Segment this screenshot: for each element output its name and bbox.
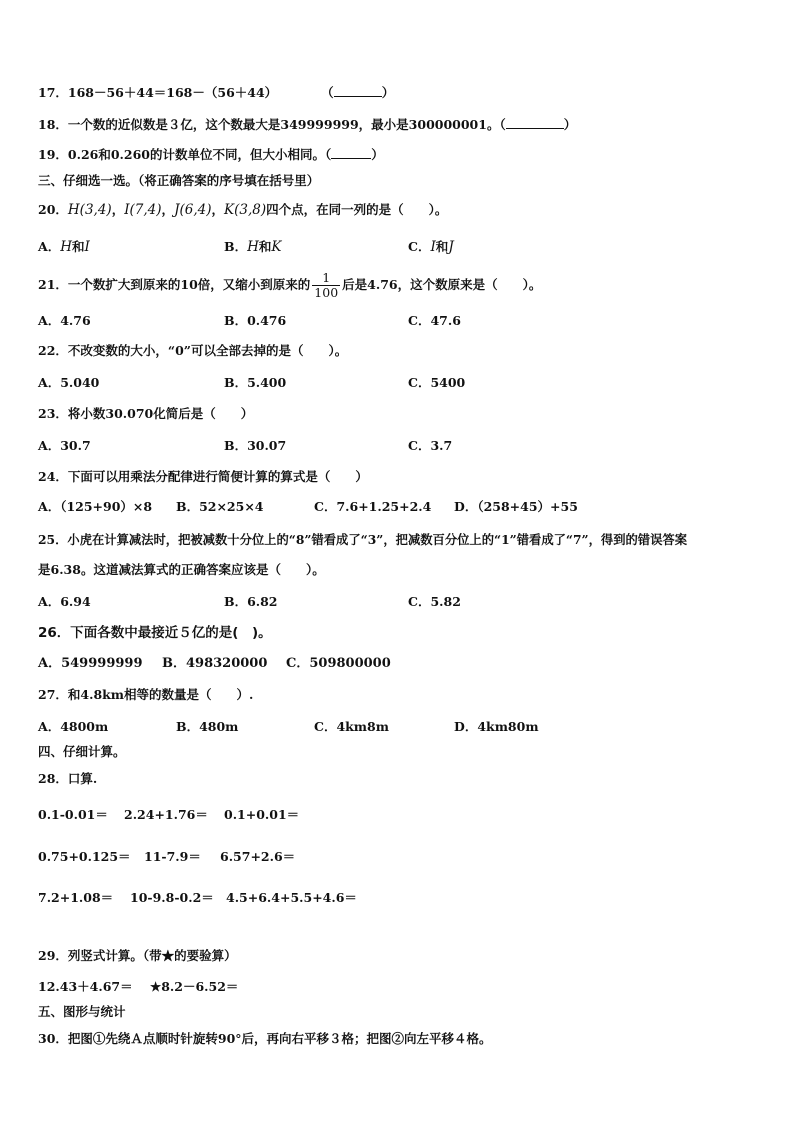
mental-calc-7: 7.2+1.08＝: [38, 890, 114, 905]
vertical-calc-1: 12.43＋4.67＝: [38, 979, 133, 994]
option-26-a[interactable]: A．549999999: [38, 656, 143, 671]
option-24-c[interactable]: C．7.6+1.25+2.4: [314, 499, 432, 514]
option-24-d[interactable]: D．（258+45）+55: [454, 499, 578, 514]
section-3-heading: 三、仔细选一选。（将正确答案的序号填在括号里）: [38, 173, 320, 188]
mental-calc-9: 4.5+6.4+5.5+4.6＝: [226, 890, 357, 905]
question-22: 22．不改变数的大小，“0”可以全部去掉的是（ ）。: [38, 343, 348, 358]
question-18: 18．一个数的近似数是３亿，这个数最大是349999999，最小是300000001。（ ）: [38, 117, 577, 132]
option-25-b[interactable]: B．6.82: [224, 594, 278, 609]
option-21-c[interactable]: C．47.6: [408, 313, 461, 328]
option-23-b[interactable]: B．30.07: [224, 438, 287, 453]
option-26-b[interactable]: B．498320000: [162, 656, 268, 671]
mental-calc-4: 0.75+0.125＝: [38, 849, 131, 864]
option-25-c[interactable]: C．5.82: [408, 594, 461, 609]
option-27-b[interactable]: B．480m: [176, 719, 239, 734]
option-22-c[interactable]: C．5400: [408, 375, 466, 390]
mental-calc-2: 2.24+1.76＝: [124, 807, 208, 822]
point-j: J(6,4): [174, 202, 212, 218]
question-23: 23．将小数30.070化简后是（ ）: [38, 406, 254, 421]
question-25-line-1: 25．小虎在计算减法时，把被减数十分位上的“8”错看成了“3”，把减数百分位上的“1”错看成了“7”，得到的错误答案: [38, 532, 687, 547]
question-18-text: 18．一个数的近似数是３亿，这个数最大是349999999，最小是300000001。（: [38, 117, 506, 132]
answer-blank-18[interactable]: [506, 116, 564, 129]
option-22-b[interactable]: B．5.400: [224, 375, 287, 390]
option-23-c[interactable]: C．3.7: [408, 438, 453, 453]
option-20-a[interactable]: A．H和I: [38, 239, 90, 255]
mental-calc-8: 10-9.8-0.2＝: [130, 890, 214, 905]
point-h: H(3,4): [67, 202, 112, 218]
option-27-c[interactable]: C．4km8m: [314, 719, 389, 734]
mental-calc-6: 6.57+2.6＝: [220, 849, 296, 864]
answer-blank-19[interactable]: [331, 146, 371, 159]
option-21-b[interactable]: B．0.476: [224, 313, 287, 328]
mental-calc-5: 11-7.9＝: [144, 849, 201, 864]
answer-blank-17[interactable]: [334, 84, 382, 97]
point-i: I(7,4): [124, 202, 162, 218]
section-4-heading: 四、仔细计算。: [38, 744, 126, 759]
option-24-a[interactable]: A．（125+90）×8: [38, 499, 153, 514]
vertical-calc-2: ★8.2－6.52＝: [150, 979, 239, 994]
question-20: 20．H(3,4)，I(7,4)，J(6,4)，K(3,8)四个点，在同一列的是（ ）。: [38, 202, 448, 218]
option-24-b[interactable]: B．52×25×4: [176, 499, 264, 514]
mental-calc-3: 0.1+0.01＝: [224, 807, 300, 822]
question-27: 27．和4.8km相等的数量是（ ）.: [38, 687, 254, 702]
option-27-a[interactable]: A．4800m: [38, 719, 109, 734]
section-5-heading: 五、图形与统计: [38, 1004, 126, 1019]
question-26: 26．下面各数中最接近５亿的是( )。: [38, 625, 272, 641]
question-17: 17．168－56＋44＝168－（56＋44） （ ）: [38, 85, 395, 100]
option-25-a[interactable]: A．6.94: [38, 594, 91, 609]
option-20-b[interactable]: B．H和K: [224, 239, 282, 255]
option-21-a[interactable]: A．4.76: [38, 313, 91, 328]
question-25-line-2: 是6.38。这道减法算式的正确答案应该是（ ）。: [38, 562, 325, 577]
question-28-title: 28．口算.: [38, 771, 98, 786]
question-19-text: 19．0.26和0.260的计数单位不同，但大小相同。（: [38, 147, 332, 162]
option-22-a[interactable]: A．5.040: [38, 375, 100, 390]
option-23-a[interactable]: A．30.7: [38, 438, 91, 453]
option-26-c[interactable]: C．509800000: [286, 656, 391, 671]
question-29-title: 29．列竖式计算。（带★的要验算）: [38, 948, 237, 963]
question-21: 21．一个数扩大到原来的10倍，又缩小到原来的 $\frac{1}{100}$ 后是4.76，这个数原来是（ ）。: [38, 270, 542, 300]
question-17-text: 17．168－56＋44＝168－（56＋44）: [38, 85, 278, 100]
point-k: K(3,8): [224, 202, 267, 218]
question-30: 30．把图①先绕Ａ点顺时针旋转90°后，再向右平移３格；把图②向左平移４格。: [38, 1031, 492, 1046]
question-24: 24．下面可以用乘法分配律进行简便计算的算式是（ ）: [38, 469, 368, 484]
fraction-one-hundredth: $\frac{1}{100}$: [314, 270, 339, 300]
option-27-d[interactable]: D．4km80m: [454, 719, 539, 734]
mental-calc-1: 0.1-0.01＝: [38, 807, 108, 822]
option-20-c[interactable]: C．I和J: [408, 239, 454, 255]
question-19: 19．0.26和0.260的计数单位不同，但大小相同。（ ）: [38, 147, 384, 162]
